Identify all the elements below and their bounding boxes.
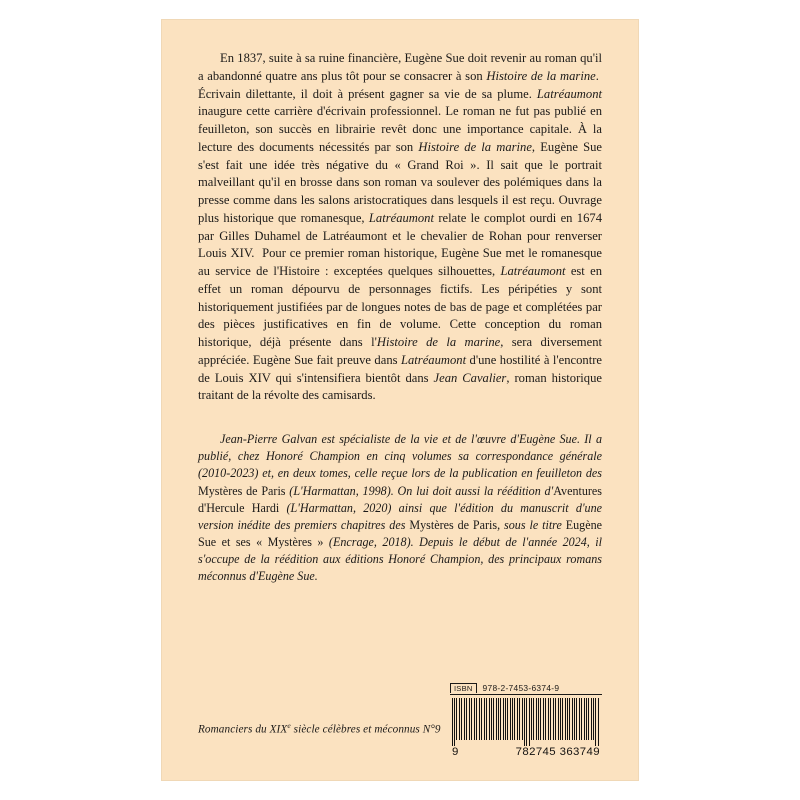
barcode-bars <box>450 695 602 746</box>
author-bio-text: Jean-Pierre Galvan est spécialiste de la vie et de l'œuvre d'Eugène Sue. Il a publié, chez Honoré Champion en cinq volumes sa correspondance générale (2010-2023) et, en deux tomes, celle reçue lors de la publication en feuilleton des Mystères de Paris (L'Harmattan, 1998). On lui doit aussi la réédition d'Aventures d'Hercule Hardi (L'Harmattan, 2020) ainsi que l'édition du manuscrit d'une version inédite des premiers chapitres des Mystères de Paris, sous le titre Eugène Sue et ses « Mystères » (Encrage, 2018). Depuis le début de l'année 2024, il s'occupe de la réédition aux éditions Honoré Champion, des principaux romans méconnus d'Eugène Sue. <box>198 432 602 584</box>
isbn-label: ISBN <box>450 683 477 693</box>
barcode-digit-main: 782745 363749 <box>515 746 600 758</box>
isbn-number: 978-2-7453-6374-9 <box>482 683 560 693</box>
isbn-row <box>450 682 602 695</box>
author-bio-block <box>198 431 602 586</box>
blurb-text: En 1837, suite à sa ruine financière, Eugène Sue doit revenir au roman qu'il a abandonné quatre ans plus tôt pour se consacrer à son Histoire de la marine. Écrivain dilettante, il doit à présent gagner sa vie de sa plume. Latréaumont inaugure cette carrière d'écrivain professionnel. Le roman ne fut pas publié en feuilleton, son succès en librairie revêt donc une importance capitale. À la lecture des documents nécessités par son Histoire de la marine, Eugène Sue s'est fait une idée très négative du « Grand Roi ». Il sait que le portrait malveillant qu'il en brosse dans son roman va soulever des polémiques dans la presse comme dans les salons aristocratiques dans lesquels il est reçu. Ouvrage plus historique que romanesque, Latréaumont relate le complot ourdi en 1674 par Gilles Duhamel de Latréaumont et le chevalier de Rohan pour renverser Louis XIV. Pour ce premier roman historique, Eugène Sue met le romanesque au service de l'Histoire : exceptées quelques silhouettes, Latréaumont est en effet un roman dépourvu de personnages fictifs. Les péripéties y sont historiquement justifiées par de longues notes de bas de page et complétées par des pièces justificatives en fin de volume. Cette conception du roman historique, déjà présente dans l'Histoire de la marine, sera diversement appréciée. Eugène Sue fait preuve dans Latréaumont d'une hostilité à l'encontre de Louis XIV qui s'intensifiera bientôt dans Jean Cavalier, roman historique traitant de la révolte des camisards. <box>198 51 603 403</box>
cover-footer <box>198 672 602 758</box>
series-line: Romanciers du XIXe siècle célèbres et méconnus N°9 <box>198 721 441 736</box>
barcode-block <box>450 682 602 758</box>
barcode-digits <box>450 746 602 758</box>
barcode-digit-left: 9 <box>452 746 459 758</box>
book-cover <box>162 20 638 780</box>
